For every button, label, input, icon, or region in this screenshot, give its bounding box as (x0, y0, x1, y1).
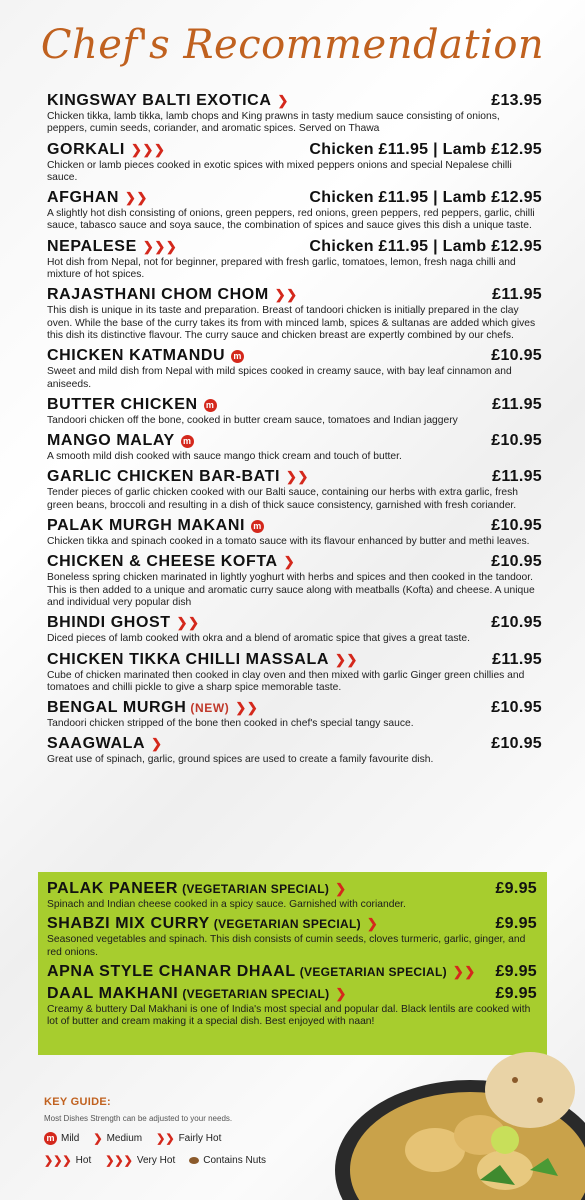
chili-icon: ❯ (366, 916, 379, 932)
menu-item-header (47, 92, 542, 110)
menu-item-price: £9.95 (495, 984, 537, 1002)
key-nuts (189, 1155, 266, 1166)
menu-item-description: Spinach and Indian cheese cooked in a spicy sauce. Garnished with coriander. (47, 899, 406, 910)
key-fairly-hot-label: Fairly Hot (178, 1133, 222, 1144)
menu-item-header (47, 189, 542, 207)
chili-icon: ❯❯ (274, 287, 298, 303)
menu-item-name: BENGAL MURGH (47, 699, 187, 717)
menu-item-name: DAAL MAKHANI (47, 984, 179, 1002)
new-badge: (NEW) (190, 701, 230, 716)
menu-item-name-wrap (47, 432, 194, 450)
menu-item-name: RAJASTHANI CHOM CHOM (47, 286, 269, 304)
menu-item-price: £10.95 (491, 432, 542, 450)
menu-item-name-wrap (47, 189, 148, 207)
chili-icon: ❯❯ (235, 700, 259, 716)
menu-item-name: PALAK PANEER (47, 880, 179, 897)
key-mild (44, 1132, 79, 1145)
vegetarian-tag: (VEGETARIAN SPECIAL) (182, 882, 330, 896)
menu-item (47, 614, 542, 645)
menu-item-header (47, 238, 542, 256)
menu-item-header (47, 141, 542, 159)
menu-item-name: CHICKEN & CHEESE KOFTA (47, 553, 278, 571)
menu-item-price: £11.95 (492, 395, 542, 413)
menu-item-name-wrap (47, 735, 163, 753)
menu-item-name-wrap (47, 880, 347, 898)
menu-item-price: £9.95 (495, 915, 537, 933)
menu-item-name-wrap (47, 699, 258, 717)
menu-item-name: GARLIC CHICKEN BAR-BATI (47, 468, 281, 486)
menu-item-description: Chicken tikka and spinach cooked in a tomato sauce with its flavour enhanced by butter and methi leaves. (47, 536, 530, 548)
menu-item-description: Chicken or lamb pieces cooked in exotic spices with mixed peppers onions and special Nepalese chilli sauce. (47, 159, 512, 183)
menu-item-price: £10.95 (491, 614, 542, 632)
menu-item-description: Great use of spinach, garlic, ground spices are used to create a family favourite dish. (47, 754, 434, 766)
menu-item (47, 468, 542, 512)
chili-icon: ❯❯❯ (130, 141, 166, 157)
menu-item-description: Creamy & buttery Dal Makhani is one of India's most special and popular dal. Black lentils are cooked with lot of butter and cream making it a special dish. Best enjoyed with naan! (47, 1003, 531, 1028)
key-fairly-hot (156, 1132, 221, 1145)
chili-icon: ❯ (335, 881, 347, 896)
menu-item-name-wrap (47, 141, 165, 159)
menu-item-description: Tandoori chicken off the bone, cooked in butter cream sauce, tomatoes and Indian jaggery (47, 414, 458, 426)
menu-item-price: £10.95 (491, 517, 542, 535)
menu-item-name: BUTTER CHICKEN (47, 395, 198, 413)
key-very-hot-label: Very Hot (136, 1155, 176, 1166)
mild-icon: m (181, 435, 194, 448)
menu-item-description: Tandoori chicken stripped of the bone then cooked in chef's special tangy sauce. (47, 718, 414, 730)
menu-item-description: This dish is unique in its taste and preparation. Breast of tandoori chicken is initially prepared in the clay oven. While the base of the curry takes its from with minced lamb, spices & sultanas are added which gives this dish its distinctive flavour. The curry sauce and chicken breast are expertly combined by our chefs. (47, 305, 536, 341)
menu-item (47, 699, 542, 730)
menu-item (47, 432, 542, 463)
menu-item (47, 517, 542, 548)
menu-item-price: £10.95 (491, 347, 542, 365)
menu-item-header (47, 553, 542, 571)
menu-item-description: Chicken tikka, lamb tikka, lamb chops and King prawns in tasty medium sauce consisting of onions, peppers, cumin seeds, coriander, and aromatic spices. Served on Thawa (47, 111, 500, 135)
menu-item-description: Boneless spring chicken marinated in lightly yoghurt with herbs and spices and then cooked in the tandoor. This is then added to a unique and aromatic curry sauce along with meatballs (Kofta) and cheese. A unique and individual very popular dish (47, 572, 535, 608)
veg-menu-item (47, 963, 537, 981)
vegetarian-tag: (VEGETARIAN SPECIAL) (182, 986, 330, 1001)
menu-item-header (47, 915, 537, 933)
menu-item-header (47, 880, 537, 898)
key-medium (93, 1132, 142, 1145)
chili-icon: ❯ (335, 985, 347, 1001)
menu-item-name: PALAK MURGH MAKANI (47, 517, 246, 535)
menu-item-description: A slightly hot dish consisting of onions, green peppers, red onions, green peppers, red peppers, garlic, chilli sauce, tabasco sauce and soya sauce, the combination of spices and sauce gives this dish a unique taste. (47, 208, 535, 232)
menu-item-name-wrap (47, 614, 200, 632)
menu-item (47, 238, 542, 282)
menu-item-description: Seasoned vegetables and spinach. This dish consists of cumin seeds, cloves turmeric, garlic, ginger, and red onions. (47, 934, 526, 958)
menu-item-header (47, 651, 542, 669)
menu-item-description: A smooth mild dish cooked with sauce mango thick cream and touch of butter. (47, 451, 402, 463)
chili-icon: ❯❯ (176, 615, 200, 631)
menu-item (47, 553, 542, 609)
menu-item-description: Cube of chicken marinated then cooked in clay oven and then mixed with garlic Ginger green chillies and tomatoes and chilli pickle to give a sharp spice memorable taste. (47, 669, 525, 693)
menu-item-description: Sweet and mild dish from Nepal with mild spices cooked in creamy sauce, with bay leaf cinnamon and aniseeds. (47, 366, 512, 390)
menu-item-price: £13.95 (491, 92, 542, 109)
chili-icon: ❯❯❯ (142, 238, 178, 254)
menu-item-name-wrap (47, 347, 244, 365)
menu-item-name: SAAGWALA (47, 735, 146, 753)
menu-item-name-wrap (47, 915, 378, 933)
menu-item-name-wrap (47, 985, 347, 1003)
key-hot-label: Hot (75, 1155, 92, 1166)
menu-item-header (47, 963, 537, 981)
menu-item-name: GORKALI (47, 140, 125, 158)
chili-icon: ❯❯ (286, 469, 310, 485)
menu-item-price: £9.95 (495, 962, 537, 980)
menu-item-name: SHABZI MIX CURRY (47, 915, 210, 933)
key-hot (44, 1154, 91, 1167)
chili-hot-icon: ❯❯❯ (44, 1155, 72, 1167)
nut-icon (189, 1157, 199, 1164)
menu-item (47, 396, 542, 427)
menu-item-price: £10.95 (491, 735, 542, 753)
key-mild-label: Mild (61, 1133, 80, 1144)
menu-item-price: £10.95 (491, 553, 542, 571)
menu-item-header (47, 396, 542, 414)
menu-item-name: APNA STYLE CHANAR DHAAL (47, 962, 296, 980)
chili-fairly-hot-icon: ❯❯ (156, 1133, 175, 1145)
menu-item-description: Diced pieces of lamb cooked with okra and a blend of aromatic spice that gives a great taste. (47, 633, 470, 645)
menu-item-header (47, 735, 542, 753)
chili-medium-icon: ❯ (93, 1133, 103, 1145)
menu-item-name-wrap (47, 517, 264, 535)
menu-item-header (47, 432, 542, 450)
menu-item (47, 189, 542, 233)
menu-item-name: CHICKEN TIKKA CHILLI MASSALA (47, 650, 329, 668)
mild-icon: m (44, 1132, 57, 1145)
menu-item-name: MANGO MALAY (47, 432, 175, 450)
menu-item-header (47, 614, 542, 632)
menu-item-name: CHICKEN KATMANDU (47, 347, 226, 365)
menu-item-name-wrap (47, 553, 295, 571)
key-guide-note: Most Dishes Strength can be adjusted to your needs. (44, 1114, 233, 1123)
menu-item-name-wrap (47, 651, 358, 669)
chili-very-hot-icon: ❯❯❯ (105, 1155, 133, 1167)
menu-title: Chef's Recommendation (40, 22, 545, 68)
key-row-1 (44, 1132, 280, 1145)
mild-icon: m (251, 520, 264, 533)
menu-item-header (47, 347, 542, 365)
menu-item-price: £11.95 (492, 286, 542, 304)
key-nuts-label: Contains Nuts (203, 1155, 267, 1166)
veg-menu-item (47, 915, 537, 959)
key-medium-label: Medium (106, 1133, 143, 1144)
menu-item-name-wrap (47, 396, 217, 414)
menu-item-name-wrap (47, 963, 476, 981)
key-guide-title: KEY GUIDE: (44, 1096, 111, 1108)
veg-menu-item (47, 880, 537, 911)
menu-item-name-wrap (47, 92, 289, 110)
chili-icon: ❯ (151, 736, 163, 752)
key-very-hot (105, 1154, 175, 1167)
menu-item-header (47, 699, 542, 717)
vegetarian-tag: (VEGETARIAN SPECIAL) (299, 964, 447, 979)
menu-item-header (47, 286, 542, 304)
menu-item-name: BHINDI GHOST (47, 614, 171, 632)
menu-item-name: NEPALESE (47, 237, 137, 255)
menu-item (47, 92, 542, 136)
vegetarian-section (38, 872, 547, 1055)
chili-icon: ❯❯ (334, 651, 358, 667)
menu-item-name: AFGHAN (47, 189, 120, 207)
menu-item (47, 735, 542, 766)
menu-item-description: Hot dish from Nepal, not for beginner, prepared with fresh garlic, tomatoes, lemon, fresh naga chilli and mixture of hot spices. (47, 256, 516, 281)
menu-item-name-wrap (47, 468, 309, 486)
chili-icon: ❯ (277, 93, 289, 108)
menu-item (47, 141, 542, 185)
menu-item-price: Chicken £11.95 | Lamb £12.95 (309, 140, 542, 158)
menu-item-price: Chicken £11.95 | Lamb £12.95 (309, 237, 542, 255)
menu-item-header (47, 517, 542, 535)
menu-item-name-wrap (47, 286, 298, 304)
main-menu-list (47, 92, 542, 772)
menu-item-price: £9.95 (495, 880, 537, 897)
key-guide (44, 1096, 280, 1167)
menu-item (47, 286, 542, 342)
menu-item-price: £11.95 (492, 650, 542, 668)
menu-item-header (47, 985, 537, 1003)
veg-menu-item (47, 985, 537, 1029)
key-row-2 (44, 1154, 280, 1167)
menu-item-price: Chicken £11.95 | Lamb £12.95 (309, 189, 542, 207)
vegetarian-tag: (VEGETARIAN SPECIAL) (213, 917, 361, 932)
curry-dish-image (330, 1030, 585, 1200)
chili-icon: ❯❯ (125, 190, 149, 206)
chili-icon: ❯❯ (452, 963, 476, 979)
menu-item-description: Tender pieces of garlic chicken cooked with our Balti sauce, containing our herbs with extra garlic, fresh green beans, broccoli and resulting in a dish of thick sauce consistency, garnished with fresh coriander. (47, 487, 519, 511)
menu-item (47, 347, 542, 391)
menu-item-header (47, 468, 542, 486)
menu-item-price: £11.95 (492, 468, 542, 486)
menu-item (47, 651, 542, 695)
mild-icon: m (231, 350, 244, 363)
menu-item-name: KINGSWAY BALTI EXOTICA (47, 92, 272, 109)
menu-item-name-wrap (47, 238, 177, 256)
mild-icon: m (204, 399, 217, 412)
menu-item-price: £10.95 (491, 699, 542, 717)
chili-icon: ❯ (283, 554, 296, 570)
